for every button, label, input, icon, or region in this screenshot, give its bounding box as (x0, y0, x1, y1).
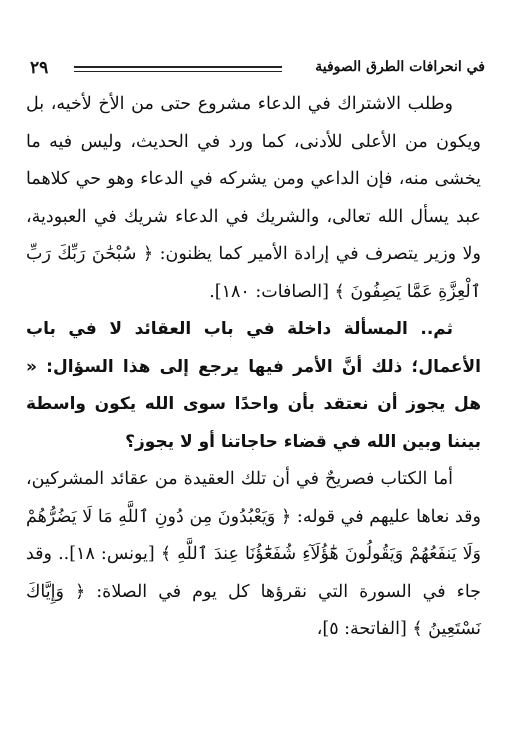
running-title: في انحرافات الطرق الصوفية (315, 59, 485, 75)
body-text (26, 86, 481, 649)
paragraph-quran-evidence: أما الكتاب فصريحٌ في أن تلك العقيدة من عقائد المشركين، وقد نعاها عليهم في قوله: ﴿ وَيَعْبُدُونَ مِن دُونِ ٱللَّهِ مَا لَا يَضُرُّهُمْ وَلَا يَنفَعُهُمْ وَيَقُولُونَ هَٰٓؤُلَآءِ شُفَعَٰٓؤُنَا عِندَ ٱللَّهِ ﴾ [يونس: ١٨].. وقد جاء في السورة التي نقرؤها كل يوم في الصلاة: ﴿ وَإِيَّاكَ نَسْتَعِينُ ﴾ [الفاتحة: ٥]، (26, 469, 481, 639)
page-header (22, 55, 487, 81)
header-rule (74, 66, 282, 72)
page-number: ٢٩ (30, 58, 49, 78)
paragraph-question: ثم.. المسألة داخلة في باب العقائد لا في باب الأعمال؛ ذلك أنَّ الأمر فيها يرجع إلى هذا السؤال: « هل يجوز أن نعتقد بأن واحدًا سوى الله يكون واسطة بيننا وبين الله في قضاء حاجاتنا أو لا يجوز؟ (26, 319, 481, 452)
paragraph-intercession: وطلب الاشتراك في الدعاء مشروع حتى من الأخ لأخيه، بل ويكون من الأعلى للأدنى، كما ورد في الحديث، وليس فيه ما يخشى منه، فإن الداعي ومن يشركه في الدعاء وهو حي كلاهما عبد يسأل الله تعالى، والشريك في الدعاء شريك في العبودية، ولا وزير يتصرف في إرادة الأمير كما يظنون: ﴿ سُبْحَٰنَ رَبِّكَ رَبِّ ٱلْعِزَّةِ عَمَّا يَصِفُونَ ﴾ [الصافات: ١٨٠]. (26, 94, 481, 302)
